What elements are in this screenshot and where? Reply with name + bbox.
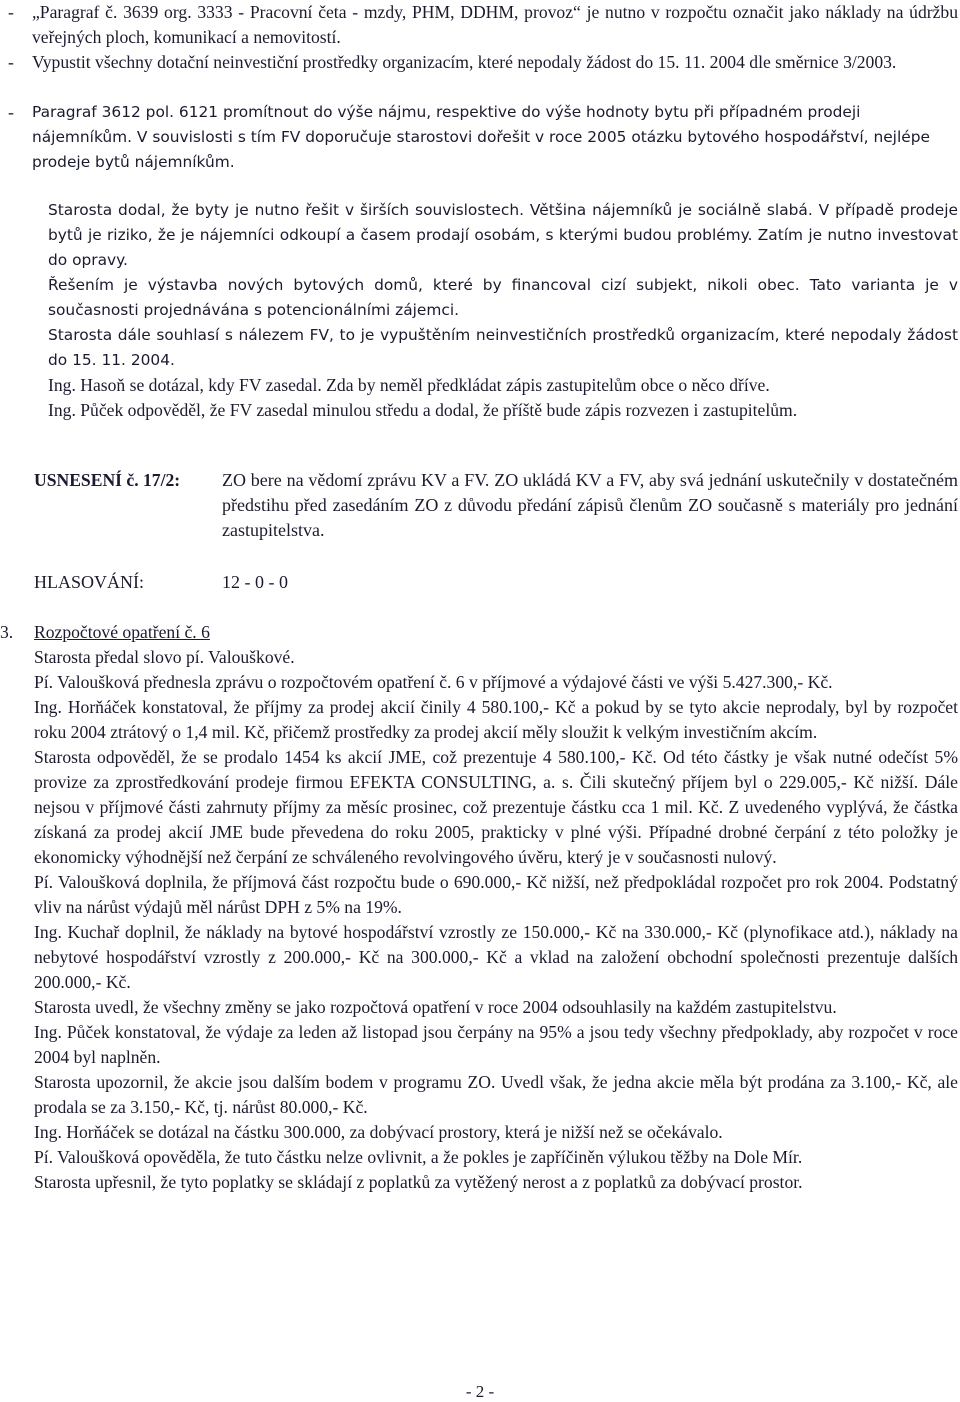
page-number: - 2 -: [465, 1382, 495, 1401]
bullet-text: „Paragraf č. 3639 org. 3333 - Pracovní četa - mzdy, PHM, DDHM, provoz“ je nutno v rozpočtu označit jako náklady na údržbu veřejných ploch, komunikací a nemovitostí.: [32, 2, 958, 47]
resolution: [34, 468, 958, 543]
discussion-paragraph: Starosta dále souhlasí s nálezem FV, to je vypuštěním neinvestičních prostředků organizacím, které nepodaly žádost do 15. 11. 2004.: [48, 326, 958, 369]
section-paragraph: Starosta upozornil, že akcie jsou dalším bodem v programu ZO. Uvedl však, že jedna akcie měla být prodána za 3.100,- Kč, ale prodala se za 3.150,- Kč, tj. nárůst 80.000,- Kč.: [34, 1072, 958, 1117]
discussion-paragraph: Starosta dodal, že byty je nutno řešit v širších souvislostech. Většina nájemníků je sociálně slabá. V případě prodeje bytů je riziko, že je nájemníci odkoupí a časem prodají osobám, s kterými budou problémy. Zatím je nutno investovat do opravy.: [48, 201, 958, 269]
section-paragraph: Starosta upřesnil, že tyto poplatky se skládají z poplatků za vytěžený nerost a z poplatků za dobývací prostor.: [34, 1172, 803, 1192]
section-paragraph: Starosta uvedl, že všechny změny se jako rozpočtová opatření v roce 2004 odsouhlasily na každém zastupitelstvu.: [34, 997, 837, 1017]
section-paragraph: Pí. Valoušková doplnila, že příjmová část rozpočtu bude o 690.000,- Kč nižší, než předpokládal rozpočet pro rok 2004. Podstatný vliv na nárůst výdajů měl nárůst DPH z 5% na 19%.: [34, 872, 958, 917]
discussion-paragraph: Ing. Půček odpověděl, že FV zasedal minulou středu a dodal, že příště bude zápis rozvezen i zastupitelům.: [48, 400, 798, 420]
section-paragraph: Ing. Horňáček se dotázal na částku 300.000, za dobývací prostory, která je nižší než se očekávalo.: [34, 1122, 723, 1142]
discussion-block: [48, 198, 958, 273]
vote: [34, 570, 634, 595]
vote-value: 12 - 0 - 0: [222, 572, 288, 592]
section-paragraph: Starosta odpověděl, že se prodalo 1454 ks akcií JME, což prezentuje 4 580.100,- Kč. Od této částky je však nutné odečíst 5% provize za zprostředkování prodeje firmou EFEKTA CONSULTING, a. s. Čili skutečný příjem byl o 229.005,- Kč nižší. Dále nejsou v příjmové části zahrnuty příjmy za měsíc prosinec, což prezentuje částku cca 1 mil. Kč. Z uvedeného vyplývá, že částka získaná za prodej akcií JME bude převedena do roku 2005, prakticky v plné výši. Případné drobné čerpání z této položky je ekonomicky výhodnější než čerpání ze schváleného revolvingového úvěru, který je v současnosti nulový.: [34, 747, 958, 867]
section-number: 3.: [0, 622, 14, 642]
discussion-block: [48, 398, 958, 423]
bullet-item: [0, 100, 958, 175]
section-title: Rozpočtové opatření č. 6: [34, 622, 210, 642]
vote-label: HLASOVÁNÍ:: [34, 572, 144, 592]
bullet-text: Paragraf 3612 pol. 6121 promítnout do výše nájmu, respektive do výše hodnoty bytu při případném prodeji nájemníkům. V souvislosti s tím FV doporučuje starostovi dořešit v roce 2005 otázku bytového hospodářství, nejlépe prodeje bytů nájemníkům.: [32, 103, 930, 171]
bullet-dash: -: [8, 52, 14, 72]
discussion-block: [48, 273, 958, 323]
bullet-item: [0, 50, 958, 75]
bullet-dash: -: [8, 2, 14, 22]
discussion-paragraph: Řešením je výstavba nových bytových domů, které by financoval cizí subjekt, nikoli obec. Tato varianta je v současnosti projednávána s potencionálními zájemci.: [48, 276, 958, 319]
bullet-item: [0, 0, 958, 50]
section-paragraph: Ing. Kuchař doplnil, že náklady na bytové hospodářství vzrostly ze 150.000,- Kč na 330.000,- Kč (plynofikace atd.), náklady na nebytové hospodářství vzrostly z 200.000,- Kč na 300.000,- Kč a vklad na založení obchodní společnosti prezentuje dalších 200.000,- Kč.: [34, 922, 958, 992]
discussion-block: [48, 373, 958, 398]
discussion-block: [48, 323, 958, 373]
section-paragraph: Pí. Valoušková opověděla, že tuto částku nelze ovlivnit, a že pokles je zapříčiněn výlukou těžby na Dole Mír.: [34, 1147, 803, 1167]
resolution-label: USNESENÍ č. 17/2:: [34, 470, 181, 490]
section-paragraph: Pí. Valoušková přednesla zprávu o rozpočtovém opatření č. 6 v příjmové a výdajové části ve výši 5.427.300,- Kč.: [34, 672, 833, 692]
bullet-text: Vypustit všechny dotační neinvestiční prostředky organizacím, které nepodaly žádost do 15. 11. 2004 dle směrnice 3/2003.: [32, 52, 897, 72]
section-paragraph: Ing. Horňáček konstatoval, že příjmy za prodej akcií činily 4 580.100,- Kč a pokud by se tyto akcie neprodaly, byl by rozpočet roku 2004 ztrátový o 1,4 mil. Kč, přičemž prostředky za prodej akcií měly sloužit k velkým investičním akcím.: [34, 697, 958, 742]
section-body: [34, 645, 958, 1195]
discussion-paragraph: Ing. Hasoň se dotázal, kdy FV zasedal. Zda by neměl předkládat zápis zastupitelům obce o něco dříve.: [48, 375, 770, 395]
resolution-text: ZO bere na vědomí zprávu KV a FV. ZO ukládá KV a FV, aby svá jednání uskutečnily v dostatečném předstihu před zasedáním ZO z důvodu předání zápisů členům ZO současně s materiály pro jednání zastupitelstva.: [222, 470, 958, 540]
bullet-dash: -: [8, 102, 14, 122]
section-paragraph: Starosta předal slovo pí. Valouškové.: [34, 647, 295, 667]
section-paragraph: Ing. Půček konstatoval, že výdaje za leden až listopad jsou čerpány na 95% a jsou tedy všechny předpoklady, aby rozpočet v roce 2004 byl naplněn.: [34, 1022, 958, 1067]
